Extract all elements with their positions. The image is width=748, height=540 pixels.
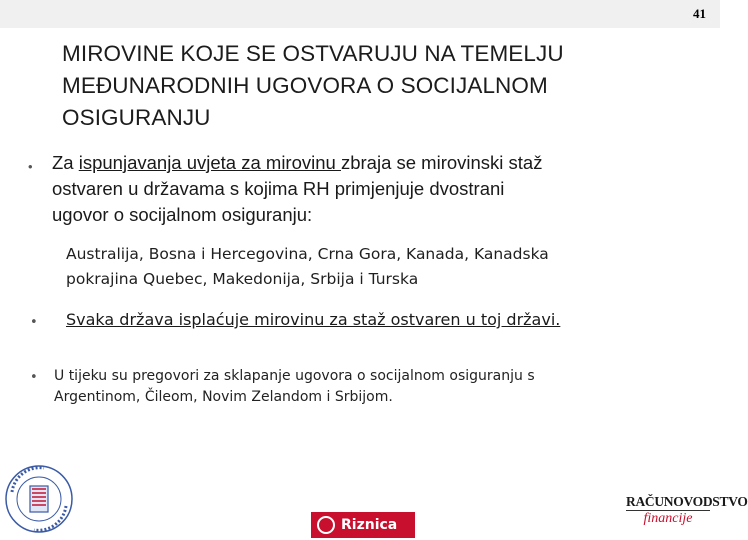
bullet-dot-icon: •	[30, 370, 38, 385]
countries-line-2: pokrajina Quebec, Makedonija, Srbija i Turska	[66, 270, 419, 288]
countries-line-1: Australija, Bosna i Hercegovina, Crna Gora, Kanada, Kanadska	[66, 245, 549, 263]
riznica-logo	[311, 512, 415, 538]
title-line-3: OSIGURANJU	[62, 105, 211, 130]
page-number: 41	[693, 6, 706, 21]
bullet-item-1	[28, 150, 708, 228]
countries-list	[66, 242, 706, 292]
bullet-dot-icon: •	[30, 315, 38, 330]
bullet-3-line-2: Argentinom, Čileom, Novim Zelandom i Srbijom.	[54, 389, 393, 405]
bullet-2-text: Svaka država isplaćuje mirovinu za staž ostvaren u toj državi.	[66, 310, 561, 329]
bullet-3-line-1: U tijeku su pregovori za sklapanje ugovora o socijalnom osiguranju s	[54, 368, 535, 384]
bullet-1-prefix: Za	[52, 152, 79, 173]
title-line-2: MEĐUNARODNIH UGOVORA O SOCIJALNOM	[62, 73, 548, 98]
bullet-1-line-2: ostvaren u državama s kojima RH primjenjuje dvostrani	[52, 178, 505, 199]
riznica-emblem-icon	[317, 516, 335, 534]
bullet-dot-icon: •	[28, 159, 33, 174]
bullet-1-underlined: ispunjavanja uvjeta za mirovinu	[78, 152, 341, 173]
title-line-1: MIROVINE KOJE SE OSTVARUJU NA TEMELJU	[62, 41, 564, 66]
bullet-1-rest: zbraja se mirovinski staž	[340, 152, 543, 173]
institution-seal-icon	[4, 462, 74, 536]
top-bar	[0, 0, 720, 28]
riznica-logo-text: Riznica	[341, 517, 398, 533]
bullet-1-line-1	[52, 150, 708, 176]
bullet-item-3	[30, 366, 670, 408]
brand-line-1: RAČUNOVODSTVO	[626, 494, 748, 509]
brand-line-2: financije	[643, 511, 693, 526]
racunovodstvo-logo	[626, 494, 748, 540]
bullet-1-line-3: ugovor o socijalnom osiguranju:	[52, 204, 313, 225]
bullet-item-2	[30, 308, 700, 332]
slide-title	[62, 38, 682, 134]
